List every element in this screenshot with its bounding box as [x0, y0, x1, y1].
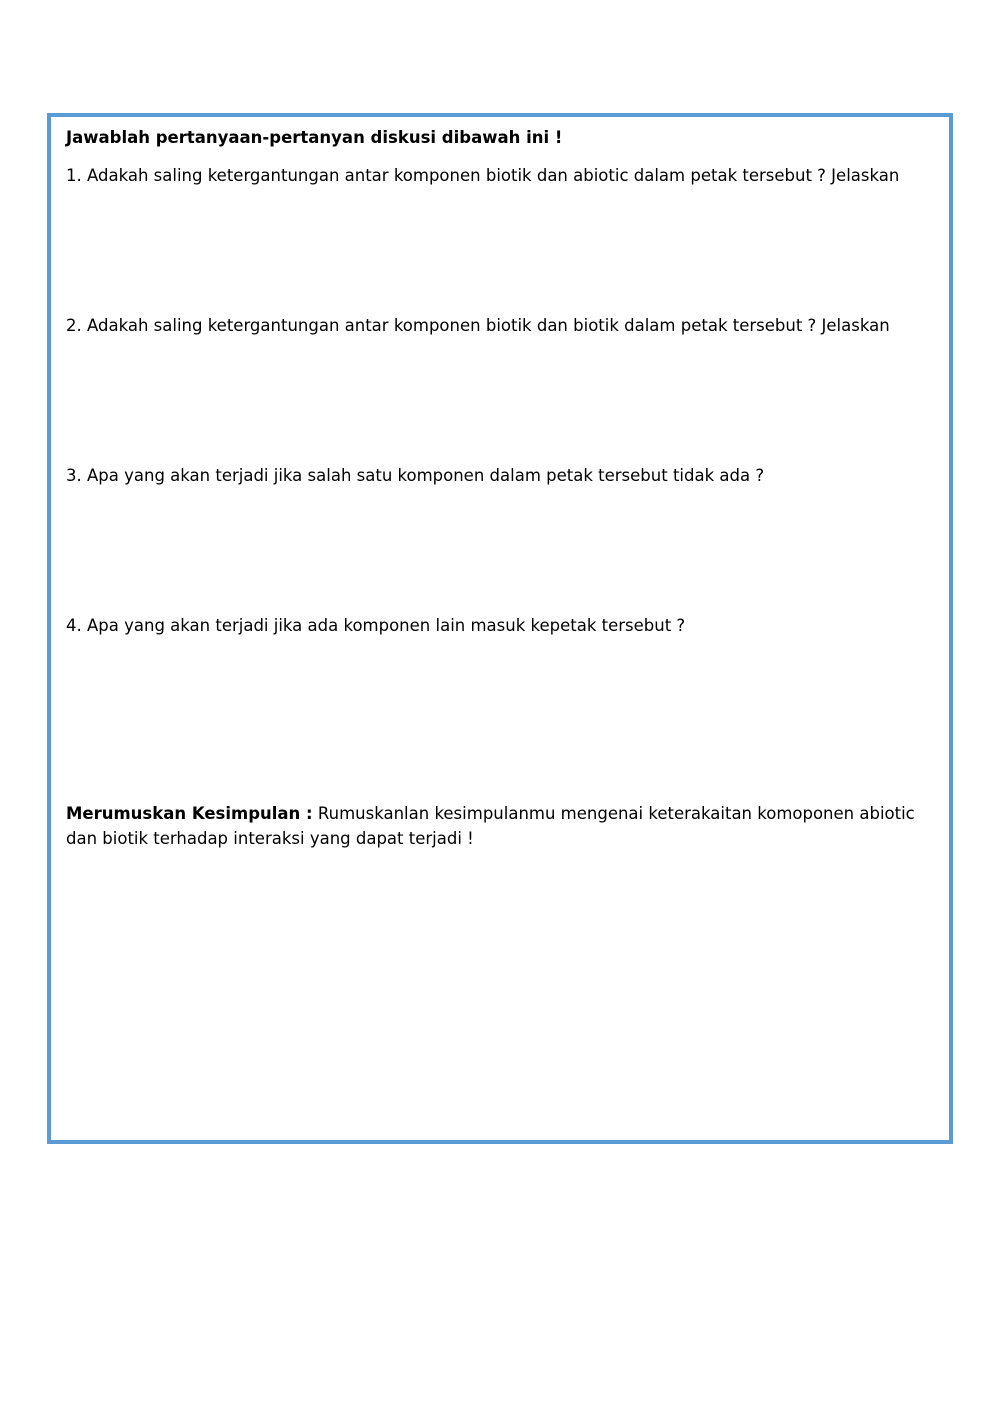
- question-3: 3. Apa yang akan terjadi jika salah satu komponen dalam petak tersebut tidak ada ?: [66, 466, 765, 485]
- conclusion-prompt: [66, 801, 937, 851]
- conclusion-label: Merumuskan Kesimpulan :: [66, 804, 313, 823]
- question-2: 2. Adakah saling ketergantungan antar komponen biotik dan biotik dalam petak tersebut ? Jelaskan: [66, 316, 890, 335]
- worksheet-frame: [47, 113, 953, 1144]
- conclusion-text: Rumuskanlan kesimpulanmu mengenai keterakaitan komoponen abiotic dan biotik terhadap interaksi yang dapat terjadi !: [66, 804, 915, 848]
- question-4: 4. Apa yang akan terjadi jika ada komponen lain masuk kepetak tersebut ?: [66, 616, 686, 635]
- worksheet-heading: Jawablah pertanyaan-pertanyan diskusi dibawah ini !: [66, 128, 563, 147]
- question-1: 1. Adakah saling ketergantungan antar komponen biotik dan abiotic dalam petak tersebut ? Jelaskan: [66, 166, 900, 185]
